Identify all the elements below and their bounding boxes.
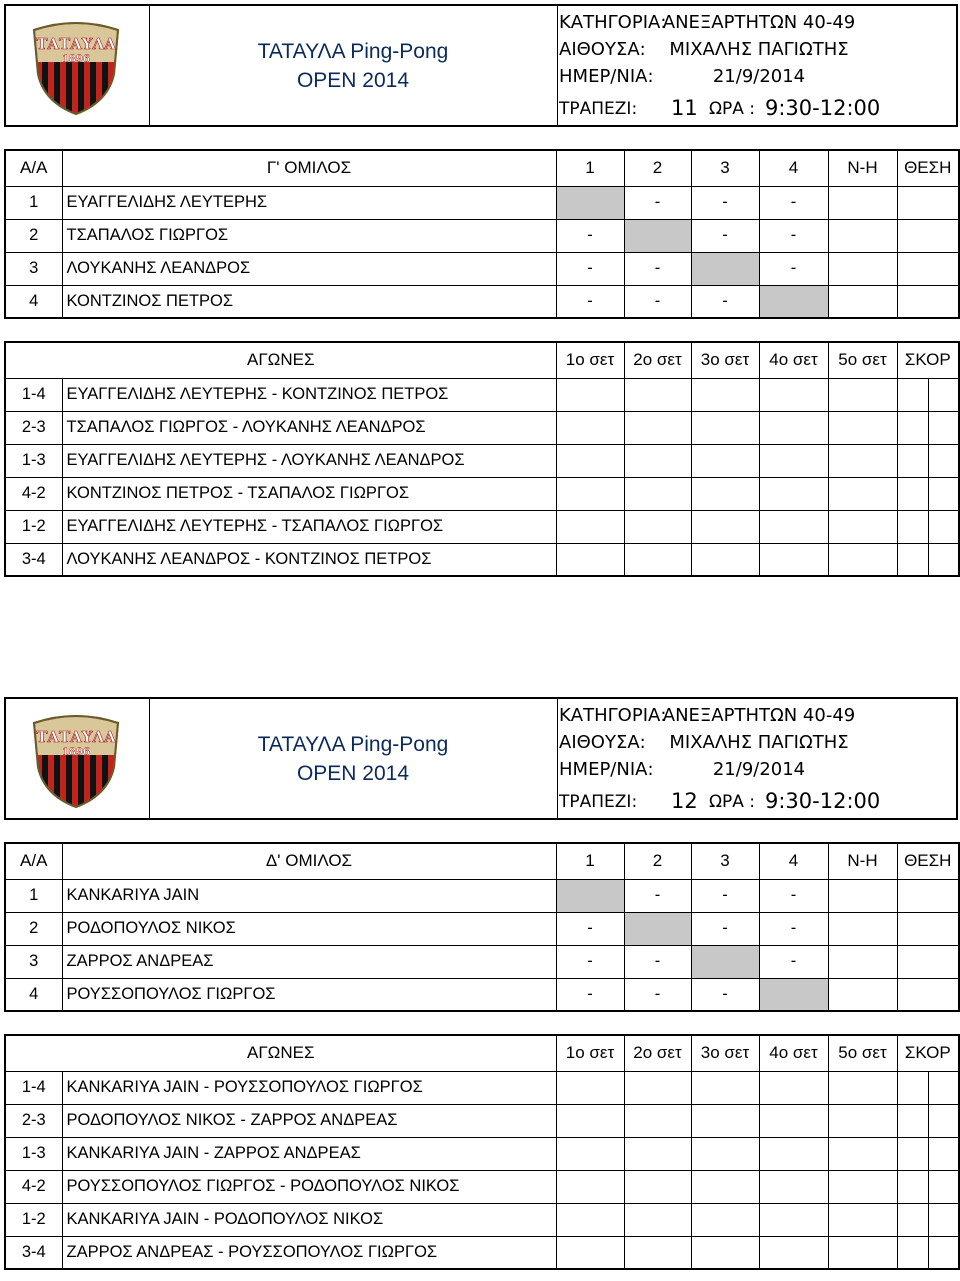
player-number: 3 xyxy=(5,945,62,978)
score-away-cell[interactable] xyxy=(928,1104,959,1137)
player-number: 4 xyxy=(5,285,62,318)
date-label: ΗΜΕΡ/ΝΙΑ: xyxy=(559,759,654,780)
title-cell xyxy=(149,6,558,125)
score-home-cell[interactable] xyxy=(897,411,928,444)
score-home-cell[interactable] xyxy=(897,1137,928,1170)
set-score-cell[interactable] xyxy=(828,1236,897,1269)
club-logo xyxy=(26,16,126,116)
set-score-cell[interactable] xyxy=(828,1203,897,1236)
score-home-cell[interactable] xyxy=(897,477,928,510)
match-pair: 1-4 xyxy=(5,1071,62,1104)
set-score-cell[interactable] xyxy=(828,378,897,411)
info-cell xyxy=(557,699,956,818)
match-pair: 3-4 xyxy=(5,543,62,576)
set-score-cell[interactable] xyxy=(691,477,759,510)
match-row xyxy=(5,1104,959,1137)
score-away-cell[interactable] xyxy=(928,477,959,510)
group-name: Δ' ΟΜΙΛΟΣ xyxy=(62,843,556,879)
position-cell[interactable] xyxy=(897,219,959,252)
date-value: 21/9/2014 xyxy=(712,759,806,780)
match-description: ΤΣΑΠΑΛΟΣ ΓΙΩΡΓΟΣ - ΛΟΥΚΑΝΗΣ ΛΕΑΝΔΡΟΣ xyxy=(62,411,556,444)
logo-year: 1896 xyxy=(62,54,90,65)
result-cell[interactable] xyxy=(759,285,828,318)
score-away-cell[interactable] xyxy=(928,1236,959,1269)
set-score-cell[interactable] xyxy=(556,1104,624,1137)
set-score-cell[interactable] xyxy=(828,543,897,576)
position-cell[interactable] xyxy=(897,912,959,945)
set-score-cell[interactable] xyxy=(556,477,624,510)
wins-losses-cell[interactable] xyxy=(828,219,897,252)
result-cell[interactable]: - xyxy=(759,252,828,285)
match-row xyxy=(5,1170,959,1203)
set-score-cell[interactable] xyxy=(624,1071,691,1104)
result-cell[interactable]: - xyxy=(759,186,828,219)
score-away-cell[interactable] xyxy=(928,444,959,477)
group-col-header: 4 xyxy=(759,150,828,186)
set-score-cell[interactable] xyxy=(556,378,624,411)
match-row xyxy=(5,411,959,444)
player-name: ΤΣΑΠΑΛΟΣ ΓΙΩΡΓΟΣ xyxy=(62,219,556,252)
result-cell[interactable]: - xyxy=(556,945,624,978)
score-home-cell[interactable] xyxy=(897,510,928,543)
result-cell[interactable]: - xyxy=(691,219,759,252)
set-score-cell[interactable] xyxy=(556,1236,624,1269)
title-cell xyxy=(149,699,558,818)
set-score-cell[interactable] xyxy=(691,1104,759,1137)
match-pair: 1-2 xyxy=(5,1203,62,1236)
result-cell[interactable]: - xyxy=(624,945,691,978)
score-away-cell[interactable] xyxy=(928,378,959,411)
set-score-cell[interactable] xyxy=(624,1104,691,1137)
set-header: 1ο σετ xyxy=(556,1035,624,1071)
set-score-cell[interactable] xyxy=(624,1236,691,1269)
set-score-cell[interactable] xyxy=(759,1071,828,1104)
matches-table xyxy=(4,341,960,577)
set-score-cell[interactable] xyxy=(556,444,624,477)
match-row xyxy=(5,1203,959,1236)
result-cell[interactable]: - xyxy=(691,186,759,219)
set-score-cell[interactable] xyxy=(828,1170,897,1203)
set-score-cell[interactable] xyxy=(828,1137,897,1170)
set-header: 3ο σετ xyxy=(691,1035,759,1071)
player-number: 4 xyxy=(5,978,62,1011)
match-row xyxy=(5,543,959,576)
player-row xyxy=(5,186,959,219)
set-score-cell[interactable] xyxy=(556,1170,624,1203)
group-table xyxy=(4,842,960,1012)
set-score-cell[interactable] xyxy=(691,444,759,477)
match-pair: 3-4 xyxy=(5,1236,62,1269)
score-away-cell[interactable] xyxy=(928,510,959,543)
score-home-cell[interactable] xyxy=(897,378,928,411)
match-row xyxy=(5,510,959,543)
set-score-cell[interactable] xyxy=(759,1203,828,1236)
result-cell[interactable]: - xyxy=(624,285,691,318)
time-label: ΩΡΑ : xyxy=(709,792,756,812)
category-label: ΚΑΤΗΓΟΡΙΑ: xyxy=(559,705,667,726)
match-row xyxy=(5,1137,959,1170)
match-row xyxy=(5,1071,959,1104)
club-logo xyxy=(26,709,126,809)
time-label: ΩΡΑ : xyxy=(709,99,756,119)
match-pair: 1-3 xyxy=(5,444,62,477)
position-cell[interactable] xyxy=(897,186,959,219)
set-score-cell[interactable] xyxy=(759,378,828,411)
result-cell[interactable]: - xyxy=(759,912,828,945)
table-number: 12 xyxy=(671,789,698,813)
wins-losses-cell[interactable] xyxy=(828,186,897,219)
matches-title: ΑΓΩΝΕΣ xyxy=(5,342,556,378)
score-home-cell[interactable] xyxy=(897,543,928,576)
match-description: ΛΟΥΚΑΝΗΣ ΛΕΑΝΔΡΟΣ - ΚΟΝΤΖΙΝΟΣ ΠΕΤΡΟΣ xyxy=(62,543,556,576)
position-cell[interactable] xyxy=(897,285,959,318)
match-row xyxy=(5,378,959,411)
set-score-cell[interactable] xyxy=(828,411,897,444)
result-cell[interactable]: - xyxy=(691,879,759,912)
logo-text: ΤΑΤΑΥΛΑ xyxy=(36,35,116,53)
score-home-cell[interactable] xyxy=(897,1071,928,1104)
group-col-header: 4 xyxy=(759,843,828,879)
result-cell[interactable]: - xyxy=(624,186,691,219)
position-cell[interactable] xyxy=(897,879,959,912)
result-cell[interactable]: - xyxy=(624,879,691,912)
match-row xyxy=(5,444,959,477)
result-cell[interactable]: - xyxy=(624,252,691,285)
table-number: 11 xyxy=(671,96,698,120)
info-cell xyxy=(557,6,956,125)
set-score-cell[interactable] xyxy=(759,543,828,576)
match-description: ΡΟΔΟΠΟΥΛΟΣ ΝΙΚΟΣ - ΖΑΡΡΟΣ ΑΝΔΡΕΑΣ xyxy=(62,1104,556,1137)
match-pair: 1-3 xyxy=(5,1137,62,1170)
hall-label: ΑΙΘΟΥΣΑ: xyxy=(559,732,646,753)
player-number: 2 xyxy=(5,912,62,945)
set-header: 4ο σετ xyxy=(759,1035,828,1071)
score-home-cell[interactable] xyxy=(897,1104,928,1137)
group-col-header: 3 xyxy=(691,843,759,879)
hall-value: ΜΙΧΑΛΗΣ ΠΑΓΙΩΤΗΣ xyxy=(669,39,849,60)
set-header: 1ο σετ xyxy=(556,342,624,378)
match-description: ΕΥΑΓΓΕΛΙΔΗΣ ΛΕΥΤΕΡΗΣ - ΤΣΑΠΑΛΟΣ ΓΙΩΡΓΟΣ xyxy=(62,510,556,543)
match-sheet xyxy=(4,697,958,1261)
table-label: ΤΡΑΠΕΖΙ: xyxy=(559,792,638,812)
set-score-cell[interactable] xyxy=(624,1203,691,1236)
matches-table xyxy=(4,1034,960,1270)
score-home-cell[interactable] xyxy=(897,1170,928,1203)
time-value: 9:30-12:00 xyxy=(765,96,881,120)
set-header: 3ο σετ xyxy=(691,342,759,378)
group-table xyxy=(4,149,960,319)
result-cell[interactable]: - xyxy=(759,879,828,912)
wins-losses-cell[interactable] xyxy=(828,945,897,978)
player-name: ΚΟΝΤΖΙΝΟΣ ΠΕΤΡΟΣ xyxy=(62,285,556,318)
set-score-cell[interactable] xyxy=(624,444,691,477)
set-score-cell[interactable] xyxy=(759,477,828,510)
set-header: 4ο σετ xyxy=(759,342,828,378)
score-home-cell[interactable] xyxy=(897,1236,928,1269)
player-row xyxy=(5,219,959,252)
result-cell[interactable] xyxy=(624,219,691,252)
logo-year: 1896 xyxy=(62,747,90,758)
set-score-cell[interactable] xyxy=(556,510,624,543)
player-name: KANKARIYA JAIN xyxy=(62,879,556,912)
group-col-header: ΘΕΣΗ xyxy=(897,150,959,186)
match-row xyxy=(5,1236,959,1269)
wins-losses-cell[interactable] xyxy=(828,912,897,945)
tournament-subtitle: OPEN 2014 xyxy=(296,68,410,92)
set-header: 5ο σετ xyxy=(828,1035,897,1071)
set-score-cell[interactable] xyxy=(691,1071,759,1104)
player-row xyxy=(5,912,959,945)
result-cell[interactable] xyxy=(691,252,759,285)
set-score-cell[interactable] xyxy=(759,1137,828,1170)
set-score-cell[interactable] xyxy=(691,1137,759,1170)
result-cell[interactable] xyxy=(759,978,828,1011)
set-score-cell[interactable] xyxy=(556,1071,624,1104)
tournament-title: ΤΑΤΑΥΛΑ Ping-Pong xyxy=(257,39,449,63)
category-value: ΑΝΕΞΑΡΤΗΤΩΝ 40-49 xyxy=(662,12,856,33)
category-label: ΚΑΤΗΓΟΡΙΑ: xyxy=(559,12,667,33)
result-cell[interactable]: - xyxy=(691,912,759,945)
set-score-cell[interactable] xyxy=(828,477,897,510)
set-score-cell[interactable] xyxy=(624,543,691,576)
set-score-cell[interactable] xyxy=(828,1104,897,1137)
set-score-cell[interactable] xyxy=(556,543,624,576)
table-label: ΤΡΑΠΕΖΙ: xyxy=(559,99,638,119)
group-col-header: Ν-Η xyxy=(828,150,897,186)
match-description: ΡΟΥΣΣΟΠΟΥΛΟΣ ΓΙΩΡΓΟΣ - ΡΟΔΟΠΟΥΛΟΣ ΝΙΚΟΣ xyxy=(62,1170,556,1203)
group-col-header: ΘΕΣΗ xyxy=(897,843,959,879)
score-header: ΣΚΟΡ xyxy=(897,342,959,378)
result-cell[interactable]: - xyxy=(759,945,828,978)
match-description: KANKARIYA JAIN - ΡΟΔΟΠΟΥΛΟΣ ΝΙΚΟΣ xyxy=(62,1203,556,1236)
match-description: ΖΑΡΡΟΣ ΑΝΔΡΕΑΣ - ΡΟΥΣΣΟΠΟΥΛΟΣ ΓΙΩΡΓΟΣ xyxy=(62,1236,556,1269)
set-score-cell[interactable] xyxy=(691,510,759,543)
match-description: ΚΟΝΤΖΙΝΟΣ ΠΕΤΡΟΣ - ΤΣΑΠΑΛΟΣ ΓΙΩΡΓΟΣ xyxy=(62,477,556,510)
wins-losses-cell[interactable] xyxy=(828,285,897,318)
match-row xyxy=(5,477,959,510)
match-description: ΕΥΑΓΓΕΛΙΔΗΣ ΛΕΥΤΕΡΗΣ - ΛΟΥΚΑΝΗΣ ΛΕΑΝΔΡΟΣ xyxy=(62,444,556,477)
score-home-cell[interactable] xyxy=(897,444,928,477)
date-value: 21/9/2014 xyxy=(712,66,806,87)
tournament-title: ΤΑΤΑΥΛΑ Ping-Pong xyxy=(257,732,449,756)
result-cell[interactable]: - xyxy=(556,912,624,945)
group-col-header: 3 xyxy=(691,150,759,186)
score-away-cell[interactable] xyxy=(928,411,959,444)
match-description: ΕΥΑΓΓΕΛΙΔΗΣ ΛΕΥΤΕΡΗΣ - ΚΟΝΤΖΙΝΟΣ ΠΕΤΡΟΣ xyxy=(62,378,556,411)
player-number: 3 xyxy=(5,252,62,285)
result-cell[interactable]: - xyxy=(624,978,691,1011)
set-score-cell[interactable] xyxy=(624,477,691,510)
sheet-header xyxy=(4,697,958,820)
result-cell[interactable]: - xyxy=(556,252,624,285)
set-score-cell[interactable] xyxy=(624,1170,691,1203)
result-cell[interactable]: - xyxy=(691,285,759,318)
logo-cell xyxy=(6,6,150,125)
set-score-cell[interactable] xyxy=(556,411,624,444)
hall-label: ΑΙΘΟΥΣΑ: xyxy=(559,39,646,60)
hall-value: ΜΙΧΑΛΗΣ ΠΑΓΙΩΤΗΣ xyxy=(669,732,849,753)
matches-title: ΑΓΩΝΕΣ xyxy=(5,1035,556,1071)
result-cell[interactable] xyxy=(691,945,759,978)
player-row xyxy=(5,945,959,978)
player-name: ΡΟΥΣΣΟΠΟΥΛΟΣ ΓΙΩΡΓΟΣ xyxy=(62,978,556,1011)
group-col-header: 1 xyxy=(556,150,624,186)
logo-text: ΤΑΤΑΥΛΑ xyxy=(36,728,116,746)
set-score-cell[interactable] xyxy=(759,1236,828,1269)
position-cell[interactable] xyxy=(897,945,959,978)
set-score-cell[interactable] xyxy=(556,1137,624,1170)
result-cell[interactable]: - xyxy=(556,285,624,318)
set-score-cell[interactable] xyxy=(691,1170,759,1203)
set-score-cell[interactable] xyxy=(691,1203,759,1236)
set-score-cell[interactable] xyxy=(759,510,828,543)
wins-losses-cell[interactable] xyxy=(828,879,897,912)
match-sheet xyxy=(4,4,958,568)
player-row xyxy=(5,285,959,318)
match-pair: 1-4 xyxy=(5,378,62,411)
result-cell[interactable]: - xyxy=(556,978,624,1011)
score-away-cell[interactable] xyxy=(928,1071,959,1104)
set-score-cell[interactable] xyxy=(691,1236,759,1269)
wins-losses-cell[interactable] xyxy=(828,252,897,285)
result-cell[interactable] xyxy=(556,879,624,912)
match-description: KANKARIYA JAIN - ΖΑΡΡΟΣ ΑΝΔΡΕΑΣ xyxy=(62,1137,556,1170)
group-col-header: 1 xyxy=(556,843,624,879)
wins-losses-cell[interactable] xyxy=(828,978,897,1011)
player-row xyxy=(5,252,959,285)
player-name: ΖΑΡΡΟΣ ΑΝΔΡΕΑΣ xyxy=(62,945,556,978)
match-pair: 2-3 xyxy=(5,411,62,444)
set-score-cell[interactable] xyxy=(759,1104,828,1137)
player-number: 1 xyxy=(5,186,62,219)
player-row xyxy=(5,879,959,912)
set-score-cell[interactable] xyxy=(759,1170,828,1203)
match-description: KANKARIYA JAIN - ΡΟΥΣΣΟΠΟΥΛΟΣ ΓΙΩΡΓΟΣ xyxy=(62,1071,556,1104)
player-name: ΡΟΔΟΠΟΥΛΟΣ ΝΙΚΟΣ xyxy=(62,912,556,945)
player-row xyxy=(5,978,959,1011)
set-score-cell[interactable] xyxy=(759,411,828,444)
match-pair: 4-2 xyxy=(5,477,62,510)
result-cell[interactable]: - xyxy=(556,219,624,252)
set-header: 2ο σετ xyxy=(624,1035,691,1071)
set-score-cell[interactable] xyxy=(691,543,759,576)
result-cell[interactable] xyxy=(556,186,624,219)
match-pair: 2-3 xyxy=(5,1104,62,1137)
date-label: ΗΜΕΡ/ΝΙΑ: xyxy=(559,66,654,87)
tournament-subtitle: OPEN 2014 xyxy=(296,761,410,785)
set-score-cell[interactable] xyxy=(828,444,897,477)
player-number: 2 xyxy=(5,219,62,252)
position-cell[interactable] xyxy=(897,978,959,1011)
aa-header: Α/Α xyxy=(5,150,62,186)
set-header: 2ο σετ xyxy=(624,342,691,378)
score-home-cell[interactable] xyxy=(897,1203,928,1236)
set-score-cell[interactable] xyxy=(759,444,828,477)
set-score-cell[interactable] xyxy=(624,411,691,444)
set-score-cell[interactable] xyxy=(828,510,897,543)
sheet-header xyxy=(4,4,958,127)
player-name: ΕΥΑΓΓΕΛΙΔΗΣ ΛΕΥΤΕΡΗΣ xyxy=(62,186,556,219)
set-score-cell[interactable] xyxy=(828,1071,897,1104)
set-header: 5ο σετ xyxy=(828,342,897,378)
result-cell[interactable]: - xyxy=(759,219,828,252)
time-value: 9:30-12:00 xyxy=(765,789,881,813)
set-score-cell[interactable] xyxy=(624,378,691,411)
match-pair: 1-2 xyxy=(5,510,62,543)
result-cell[interactable] xyxy=(624,912,691,945)
set-score-cell[interactable] xyxy=(556,1203,624,1236)
set-score-cell[interactable] xyxy=(691,411,759,444)
set-score-cell[interactable] xyxy=(624,510,691,543)
aa-header: Α/Α xyxy=(5,843,62,879)
player-name: ΛΟΥΚΑΝΗΣ ΛΕΑΝΔΡΟΣ xyxy=(62,252,556,285)
group-name: Γ' ΟΜΙΛΟΣ xyxy=(62,150,556,186)
score-away-cell[interactable] xyxy=(928,1170,959,1203)
result-cell[interactable]: - xyxy=(691,978,759,1011)
score-away-cell[interactable] xyxy=(928,543,959,576)
match-pair: 4-2 xyxy=(5,1170,62,1203)
group-col-header: 2 xyxy=(624,843,691,879)
score-header: ΣΚΟΡ xyxy=(897,1035,959,1071)
group-col-header: 2 xyxy=(624,150,691,186)
logo-cell xyxy=(6,699,150,818)
set-score-cell[interactable] xyxy=(691,378,759,411)
position-cell[interactable] xyxy=(897,252,959,285)
set-score-cell[interactable] xyxy=(624,1137,691,1170)
score-away-cell[interactable] xyxy=(928,1137,959,1170)
category-value: ΑΝΕΞΑΡΤΗΤΩΝ 40-49 xyxy=(662,705,856,726)
player-number: 1 xyxy=(5,879,62,912)
group-col-header: Ν-Η xyxy=(828,843,897,879)
score-away-cell[interactable] xyxy=(928,1203,959,1236)
